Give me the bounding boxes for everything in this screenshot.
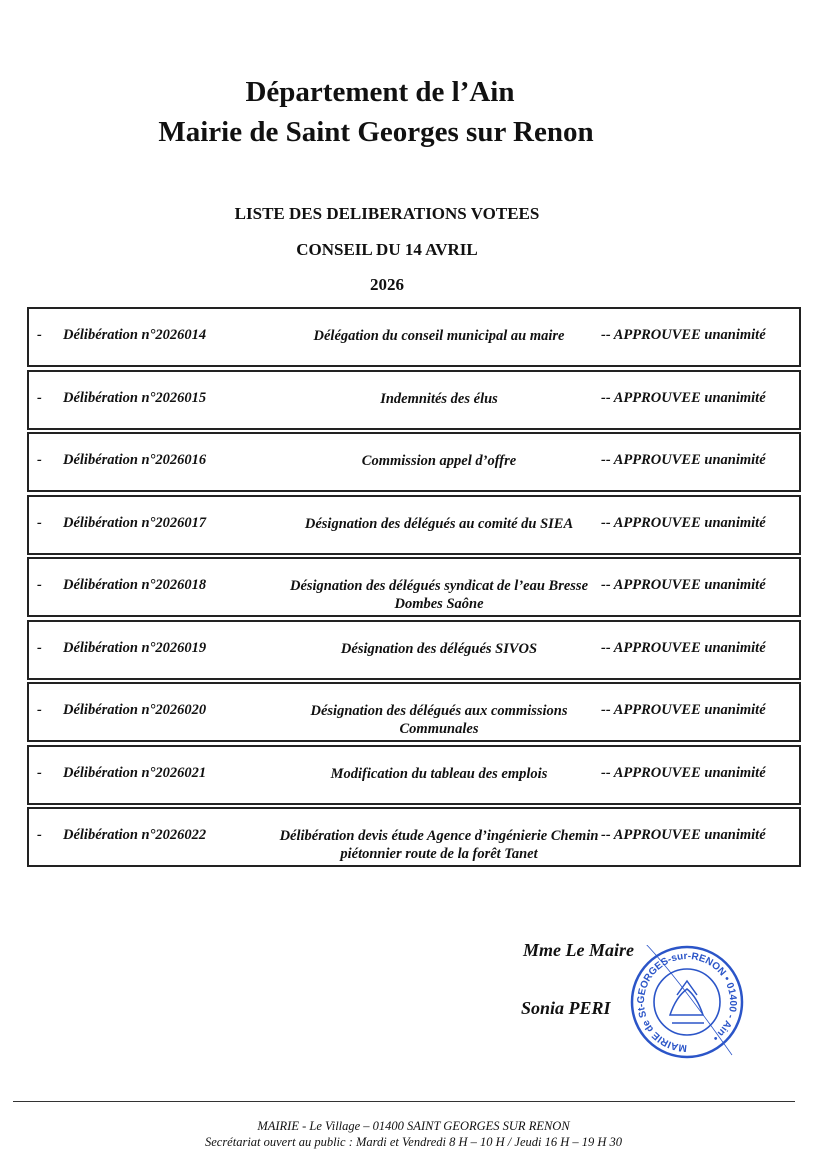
deliberation-row <box>27 620 801 680</box>
deliberation-number: Délibération n°2026022 <box>63 827 207 843</box>
deliberation-row <box>27 557 801 617</box>
deliberation-object: Modification du tableau des emplois <box>330 765 548 782</box>
deliberation-object: Désignation des délégués syndicat de l’eau Bresse Dombes Saône <box>289 578 589 612</box>
row-dash: - <box>37 639 42 656</box>
council-date: CONSEIL DU 14 AVRIL <box>296 240 478 259</box>
deliberation-row <box>27 682 801 742</box>
row-dash: - <box>37 577 42 593</box>
deliberation-result: -- APPROUVEE unanimité <box>601 514 766 531</box>
deliberation-result: -- APPROUVEE unanimité <box>601 452 766 468</box>
deliberation-result: -- APPROUVEE unanimité <box>601 764 766 781</box>
deliberation-number: Délibération n°2026017 <box>63 514 207 531</box>
signature-title: Mme Le Maire <box>523 940 634 960</box>
mairie-seal-stamp <box>622 945 752 1060</box>
deliberation-object: Délibération devis étude Agence d’ingénierie Chemin piétonnier route de la forêt Tanet <box>279 828 599 862</box>
deliberation-number: Délibération n°2026020 <box>63 702 207 718</box>
row-dash: - <box>37 702 42 718</box>
deliberation-number: Délibération n°2026019 <box>63 639 207 656</box>
signature-name: Sonia PERI <box>521 998 611 1018</box>
deliberation-number: Délibération n°2026015 <box>63 389 207 406</box>
deliberation-result: -- APPROUVEE unanimité <box>601 639 766 656</box>
deliberation-row <box>27 307 801 367</box>
mairie-title: Mairie de Saint Georges sur Renon <box>158 116 594 148</box>
deliberation-number: Délibération n°2026021 <box>63 764 207 781</box>
row-dash: - <box>37 827 42 843</box>
deliberation-number: Délibération n°2026018 <box>63 577 207 593</box>
deliberations-table <box>27 307 801 870</box>
deliberation-object: Indemnités des élus <box>380 390 498 407</box>
seal-text: MAIRIE de St-GEORGES-sur-RENON • 01400 - Ain • <box>635 950 739 1054</box>
row-dash: - <box>37 764 42 781</box>
deliberation-row <box>27 370 801 430</box>
svg-text:MAIRIE de St-GEORGES-sur-RENON <box>636 951 738 1053</box>
deliberation-result: -- APPROUVEE unanimité <box>601 389 766 406</box>
deliberation-object: Désignation des délégués au comité du SIEA <box>304 515 574 532</box>
row-dash: - <box>37 452 42 468</box>
deliberation-object: Commission appel d’offre <box>361 453 517 469</box>
deliberation-number: Délibération n°2026016 <box>63 452 207 468</box>
deliberation-row <box>27 745 801 805</box>
deliberation-row <box>27 807 801 867</box>
deliberation-number: Délibération n°2026014 <box>63 327 207 343</box>
council-year: 2026 <box>370 275 404 294</box>
footer-address: MAIRIE - Le Village – 01400 SAINT GEORGES SUR RENON <box>257 1119 570 1133</box>
footer-divider <box>13 1101 795 1102</box>
row-dash: - <box>37 327 42 343</box>
deliberation-row <box>27 495 801 555</box>
deliberation-row <box>27 432 801 492</box>
deliberation-object: Délégation du conseil municipal au maire <box>313 328 565 344</box>
row-dash: - <box>37 389 42 406</box>
deliberation-object: Désignation des délégués SIVOS <box>340 640 538 657</box>
deliberation-result: -- APPROUVEE unanimité <box>601 827 766 843</box>
list-title: LISTE DES DELIBERATIONS VOTEES <box>234 204 540 223</box>
deliberation-object: Désignation des délégués aux commissions Communales <box>310 703 568 737</box>
deliberation-result: -- APPROUVEE unanimité <box>601 327 766 343</box>
footer-hours: Secrétariat ouvert au public : Mardi et Vendredi 8 H – 10 H / Jeudi 16 H – 19 H 30 <box>204 1135 623 1149</box>
deliberation-result: -- APPROUVEE unanimité <box>601 577 766 593</box>
deliberation-result: -- APPROUVEE unanimité <box>601 702 766 718</box>
department-title: Département de l’Ain <box>245 76 515 108</box>
row-dash: - <box>37 514 42 531</box>
